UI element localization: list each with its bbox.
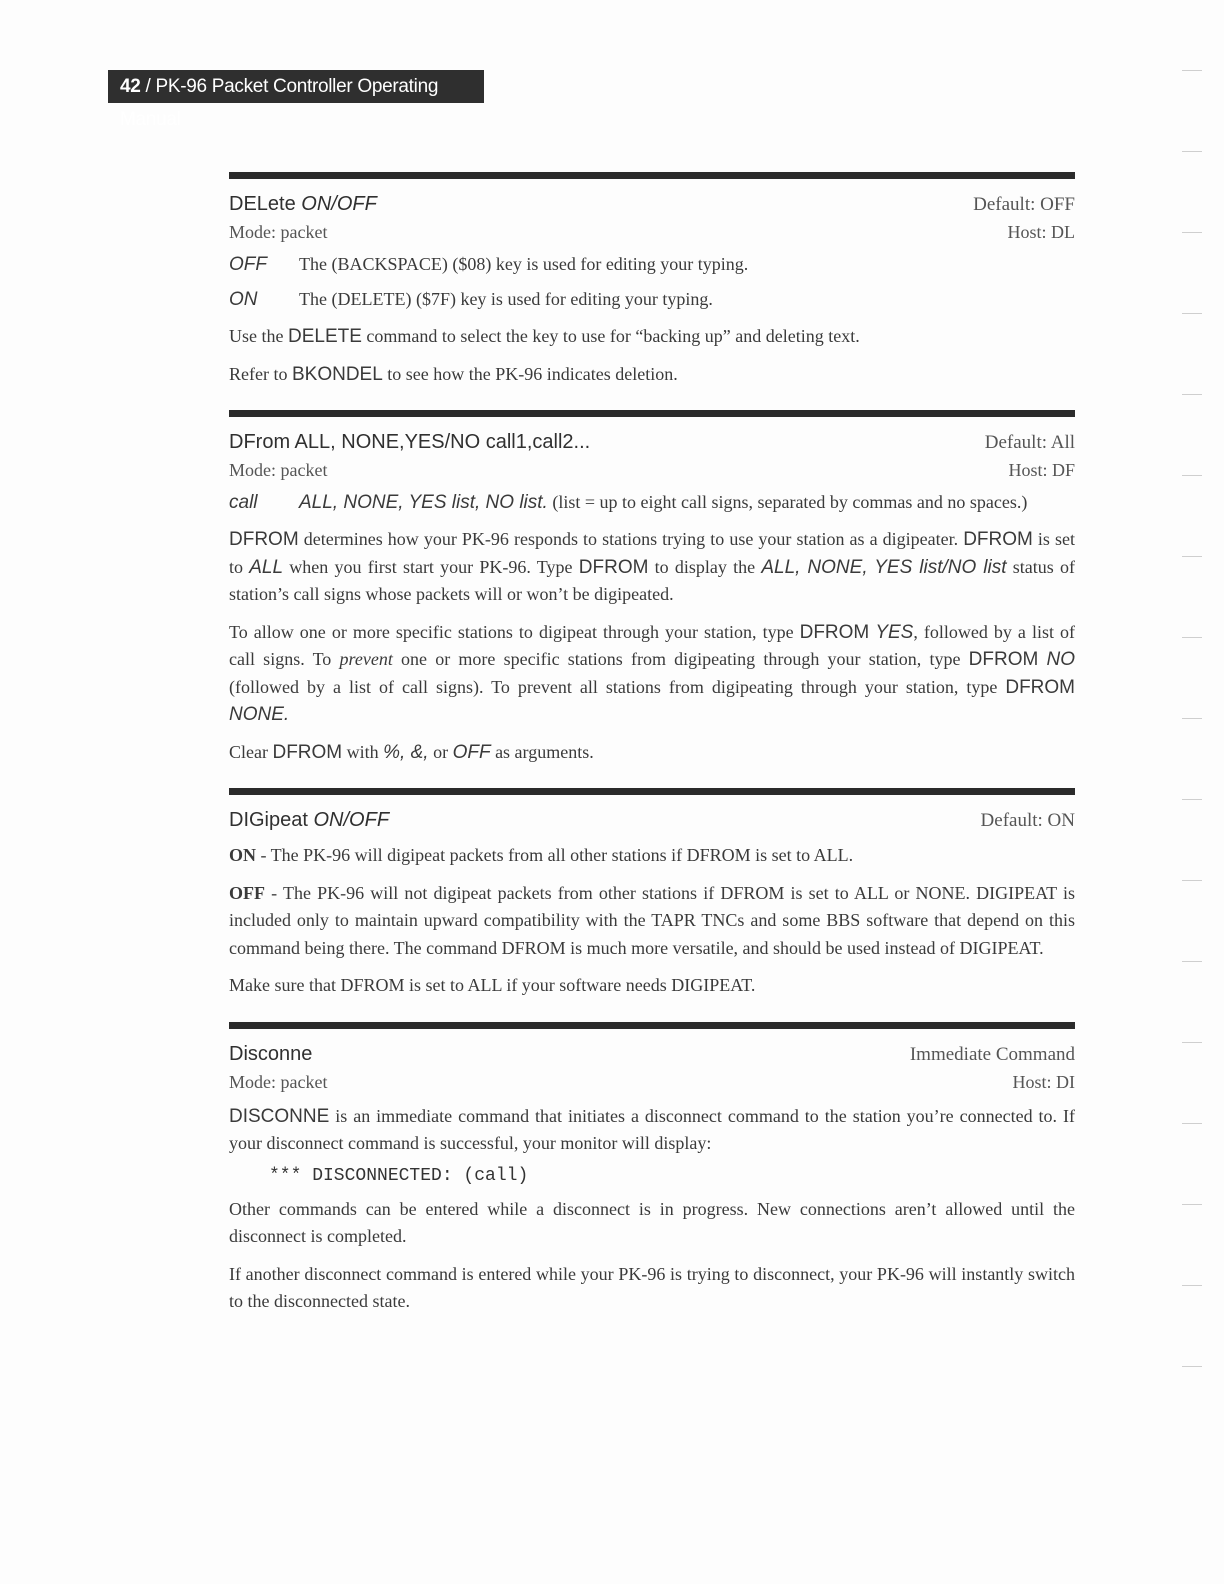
section-delete (229, 172, 1075, 388)
paragraph: If another disconnect command is entered while your PK-96 is trying to disconnect, your PK-96 will instantly switch to the disconnected state. (229, 1263, 1075, 1311)
paragraph: DFROM determines how your PK-96 responds to stations trying to use your station as a digipeater. DFROM is set to ALL when you first start your PK-96. Type DFROM to display the ALL, NONE, YES list/NO list status of station’s call signs whose packets will or won’t be digipeated. (229, 529, 1075, 604)
mode-label: Mode: packet (229, 460, 328, 480)
section-rule (229, 1022, 1075, 1029)
arg-row: ON The (DELETE) ($7F) key is used for editing your typing. (229, 289, 713, 310)
paragraph: ON - The PK-96 will digipeat packets from all other stations if DFROM is set to ALL. (229, 845, 854, 865)
paragraph: Other commands can be entered while a disconnect is in progress. New connections aren’t allowed until the disconnect is completed. (229, 1198, 1075, 1246)
command-name: DFrom ALL, NONE,YES/NO call1,call2... (229, 431, 591, 453)
section-dfrom (229, 410, 1075, 766)
host-label: Host: DF (1008, 460, 1075, 480)
host-label: Host: DL (1007, 222, 1075, 242)
command-name: DELete ON/OFF (229, 193, 377, 215)
paragraph: Make sure that DFROM is set to ALL if your software needs DIGIPEAT. (229, 975, 756, 995)
page-number: 42 (120, 76, 141, 97)
paragraph: To allow one or more specific stations to digipeat through your station, type DFROM YES, followed by a list of call signs. To prevent one or more specific stations from digipeating through your station, type DFROM NO (followed by a list of call signs). To prevent all stations from digipeating through your station, type DFROM NONE. (229, 621, 1076, 725)
mode-label: Mode: packet (229, 1071, 328, 1092)
section-rule (229, 172, 1075, 179)
arg-row: call ALL, NONE, YES list, NO list. (list = up to eight call signs, separated by commas and no spaces.) (229, 492, 1028, 513)
command-name: DIGipeat ON/OFF (229, 809, 390, 831)
arg-row: OFF The (BACKSPACE) ($08) key is used for editing your typing. (229, 254, 749, 275)
paragraph: OFF - The PK-96 will not digipeat packets from other stations if DFROM is set to ALL or NONE. DIGIPEAT is included only to maintain upward compatibility with the TAPR TNCs and some BBS software that depend on this command being there. The command DFROM is much more versatile, and should be used instead of DIGIPEAT. (229, 882, 1075, 958)
default-value: Default: OFF (973, 194, 1075, 215)
section-rule (229, 410, 1075, 417)
paragraph: Refer to BKONDEL to see how the PK-96 indicates deletion. (229, 363, 678, 385)
default-value: Default: All (984, 432, 1075, 453)
host-label: Host: DI (1012, 1071, 1075, 1092)
section-rule (229, 788, 1075, 795)
default-value: Default: ON (980, 810, 1075, 831)
manual-title: / PK-96 Packet Controller Operating Manual (120, 76, 439, 130)
paragraph: Clear DFROM with %, &, or OFF as arguments. (229, 741, 594, 763)
command-name: Disconne (229, 1042, 313, 1065)
page-header (108, 70, 484, 130)
page-content (229, 172, 1075, 1338)
default-value: Immediate Command (909, 1043, 1075, 1065)
mode-label: Mode: packet (229, 222, 328, 242)
paragraph: DISCONNE is an immediate command that initiates a disconnect command to the station you’re connected to. If your disconnect command is successful, your monitor will display: (229, 1105, 1075, 1153)
paragraph: Use the DELETE command to select the key to use for “backing up” and deleting text. (229, 326, 860, 347)
code-sample: *** DISCONNECTED: (call) (269, 1165, 529, 1186)
section-digipeat (229, 788, 1075, 1000)
margin-marks (1182, 70, 1202, 1447)
section-disconne (229, 1022, 1075, 1316)
